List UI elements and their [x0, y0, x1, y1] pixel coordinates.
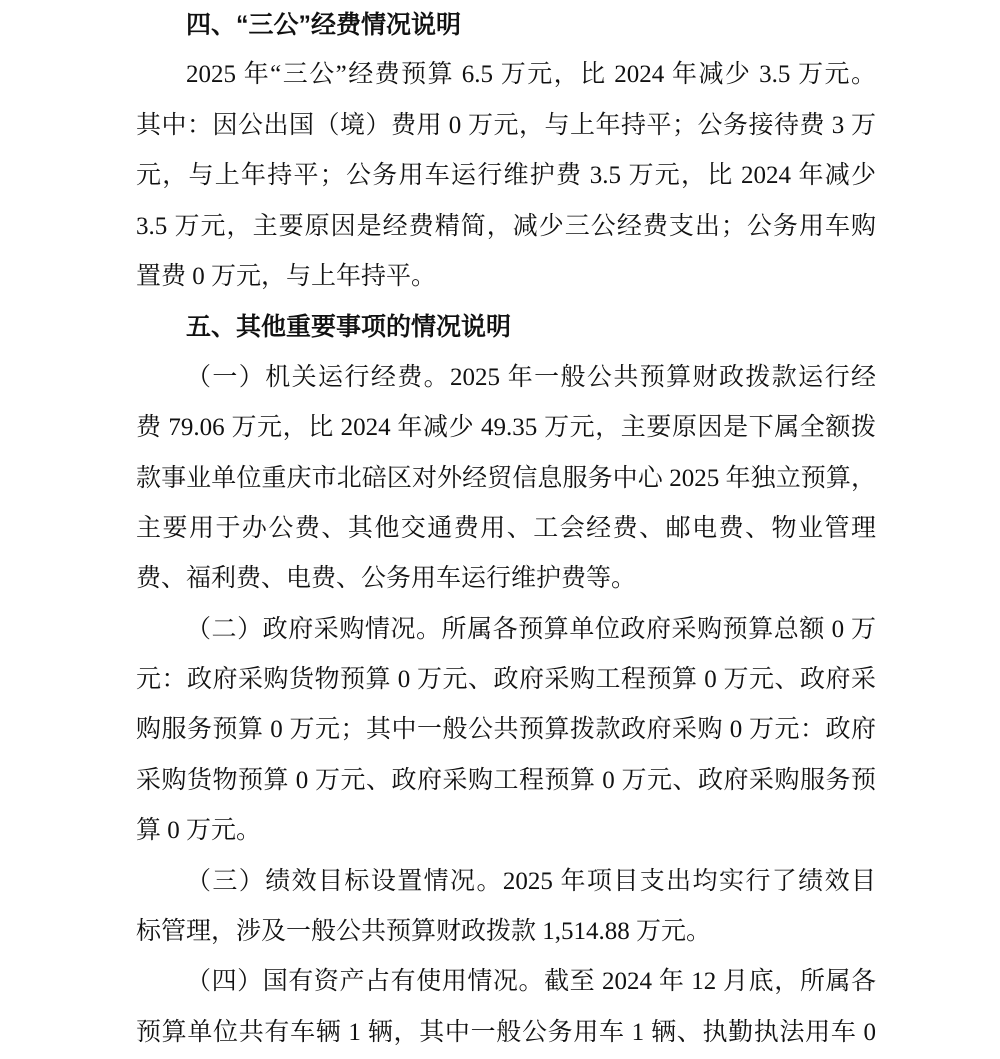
paragraph-line: 2025 年“三公”经费预算 6.5 万元，比 2024 年减少 3.5 万元。 [186, 61, 876, 89]
paragraph-line: （三）绩效目标设置情况。2025 年项目支出均实行了绩效目 [186, 867, 876, 895]
paragraph-line: （一）机关运行经费。2025 年一般公共预算财政拨款运行经 [186, 363, 876, 391]
document-page [136, 0, 876, 1058]
paragraph-line: 采购货物预算 0 万元、政府采购工程预算 0 万元、政府采购服务预 [136, 766, 876, 794]
paragraph-line: （四）国有资产占有使用情况。截至 2024 年 12 月底，所属各 [186, 968, 876, 996]
section-heading-five: 五、其他重要事项的情况说明 [186, 313, 512, 342]
paragraph-government-procurement [136, 605, 876, 857]
paragraph-performance-targets [136, 857, 876, 958]
paragraph-line: 3.5 万元，主要原因是经费精简，减少三公经费支出；公务用车购 [136, 212, 876, 240]
paragraph-state-assets [136, 957, 876, 1058]
paragraph-line: 元，与上年持平；公务用车运行维护费 3.5 万元，比 2024 年减少 [136, 162, 876, 190]
paragraph-operating-expenses [136, 353, 876, 605]
paragraph-line: 费、福利费、电费、公务用车运行维护费等。 [136, 565, 637, 593]
paragraph-line: 标管理，涉及一般公共预算财政拨款 1,514.88 万元。 [136, 918, 712, 946]
section-heading-four: 四、“三公”经费情况说明 [186, 11, 462, 39]
paragraph-line: 费 79.06 万元，比 2024 年减少 49.35 万元，主要原因是下属全额拨 [136, 414, 876, 442]
paragraph-line: 主要用于办公费、其他交通费用、工会经费、邮电费、物业管理 [136, 514, 876, 542]
paragraph-line: 置费 0 万元，与上年持平。 [136, 262, 437, 290]
paragraph-line: 其中：因公出国（境）费用 0 万元，与上年持平；公务接待费 3 万 [136, 111, 876, 139]
paragraph-line: 元：政府采购货物预算 0 万元、政府采购工程预算 0 万元、政府采 [136, 666, 876, 694]
paragraph-line: 预算单位共有车辆 1 辆，其中一般公务用车 1 辆、执勤执法用车 0 [136, 1018, 876, 1046]
paragraph-line: 购服务预算 0 万元；其中一般公共预算拨款政府采购 0 万元：政府 [136, 716, 876, 744]
paragraph-three-public-expenses [136, 50, 876, 302]
paragraph-line: （二）政府采购情况。所属各预算单位政府采购预算总额 0 万 [186, 615, 876, 643]
paragraph-line: 算 0 万元。 [136, 817, 262, 845]
paragraph-line: 款事业单位重庆市北碚区对外经贸信息服务中心 2025 年独立预算， [136, 464, 876, 492]
